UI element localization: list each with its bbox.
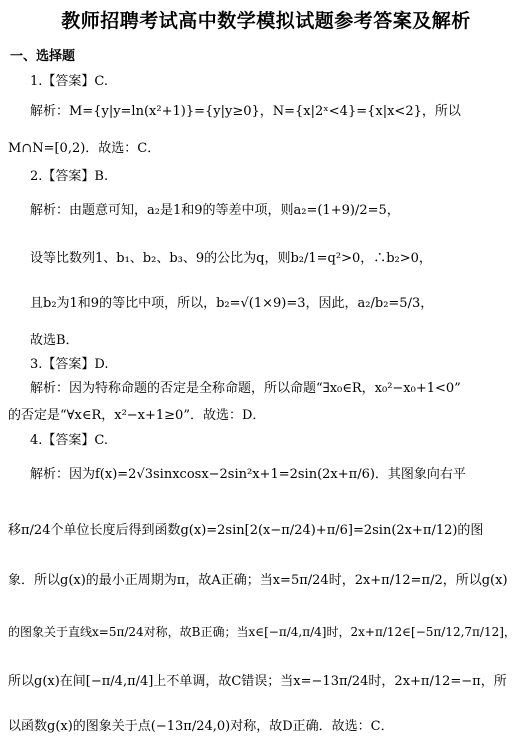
- q1-answer: 1.【答案】C.: [30, 74, 109, 89]
- q1-explanation: 解析：M={y|y=ln(x²+1)}={y|y≥0}，N={x|2ˣ<4}={x|x<2}，所以: [30, 104, 461, 119]
- q3-explanation-cont: 的否定是“∀x∈R，x²−x+1≥0”．故选：D．: [8, 408, 266, 423]
- q4-explanation-4: 的图象关于直线x=5π/24对称，故B正确；当x∈[−π/4,π/4]时，2x+π/12∈[−5π/12,7π/12]，: [8, 625, 516, 639]
- q2-explanation-2: 设等比数列1、b₁、b₂、b₃、9的公比为q，则b₂/1=q²>0，∴b₂>0，: [30, 251, 432, 266]
- q1-explanation-cont: M∩N=[0,2)．故选：C．: [8, 141, 161, 156]
- q4-explanation-6: 以函数g(x)的图象关于点(−13π/24,0)对称，故D正确．故选：C．: [8, 719, 394, 734]
- q4-explanation-2: 移π/24个单位长度后得到函数g(x)=2sin[2(x−π/24)+π/6]=2sin(2x+π/12)的图: [8, 523, 484, 538]
- q3-explanation: 解析：因为特称命题的否定是全称命题，所以命题“∃x₀∈R，x₀²−x₀+1<0”: [30, 381, 461, 396]
- q2-explanation: 解析：由题意可知，a₂是1和9的等差中项，则a₂=(1+9)/2=5，: [30, 203, 400, 218]
- page-title: 教师招聘考试高中数学模拟试题参考答案及解析: [61, 10, 471, 32]
- q4-explanation: 解析：因为f(x)=2√3sinxcosx−2sin²x+1=2sin(2x+π/6)．其图象向右平: [30, 467, 466, 482]
- q4-explanation-5: 所以g(x)在间[−π/4,π/4]上不单调，故C错误；当x=−13π/24时，2x+π/12=−π，所: [8, 674, 507, 689]
- q3-answer: 3.【答案】D.: [30, 357, 109, 372]
- q2-conclusion: 故选B．: [30, 333, 79, 348]
- q2-explanation-3: 且b₂为1和9的等比中项，所以，b₂=√(1×9)=3，因此，a₂/b₂=5/3，: [30, 296, 434, 311]
- q4-answer: 4.【答案】C.: [30, 433, 109, 448]
- q2-answer: 2.【答案】B.: [30, 169, 109, 184]
- section-heading: 一、选择题: [10, 49, 76, 64]
- q4-explanation-3: 象．所以g(x)的最小正周期为π，故A正确；当x=5π/24时，2x+π/12=π/2，所以g(x): [8, 573, 508, 588]
